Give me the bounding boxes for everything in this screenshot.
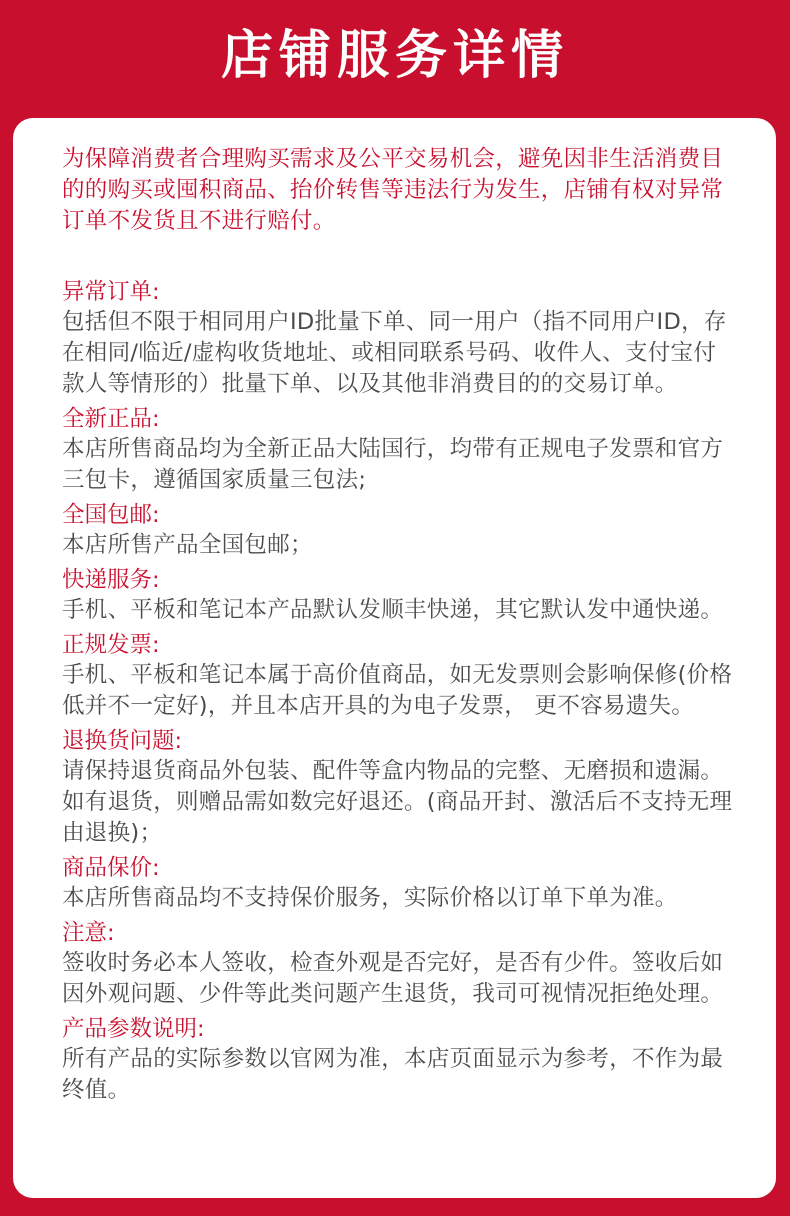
page-title: 店铺服务详情 — [220, 26, 569, 86]
section-title: 产品参数说明: — [62, 1016, 205, 1042]
section-title: 商品保价: — [62, 855, 160, 881]
section-title: 退换货问题: — [62, 728, 183, 754]
section-body: 手机、平板和笔记本属于高价值商品，如无发票则会影响保修(价格低并不一定好)，并且本店开具的为电子发票， 更不容易遗失。 — [62, 662, 733, 719]
section-body: 所有产品的实际参数以官网为准，本店页面显示为参考，不作为最终值。 — [62, 1046, 724, 1103]
section-invoice — [62, 630, 736, 722]
section-body: 本店所售产品全国包邮； — [62, 532, 313, 558]
section-body: 本店所售商品均为全新正品大陆国行，均带有正规电子发票和官方三包卡，遵循国家质量三包法; — [62, 436, 724, 493]
section-abnormal-orders — [62, 277, 736, 400]
section-returns — [62, 726, 736, 849]
section-product-specs — [62, 1014, 736, 1106]
section-title: 全新正品: — [62, 406, 160, 432]
section-body: 手机、平板和笔记本产品默认发顺丰快递，其它默认发中通快递。 — [62, 597, 724, 623]
section-body: 本店所售商品均不支持保价服务，实际价格以订单下单为准。 — [62, 885, 678, 911]
section-body: 包括但不限于相同用户ID批量下单、同一用户（指不同用户ID，存在相同/临近/虚构收货地址、或相同联系号码、收件人、支付宝付款人等情形的）批量下单、以及其他非消费目的的交易订单。 — [62, 309, 727, 397]
section-title: 注意: — [62, 920, 115, 946]
section-body: 签收时务必本人签收，检查外观是否完好，是否有少件。签收后如因外观问题、少件等此类问题产生退货，我司可视情况拒绝处理。 — [62, 950, 724, 1007]
section-title: 全国包邮: — [62, 502, 160, 528]
section-title: 正规发票: — [62, 632, 160, 658]
section-notice — [62, 918, 736, 1010]
intro-notice: 为保障消费者合理购买需求及公平交易机会，避免因非生活消费目的的购买或囤积商品、抬价转售等违法行为发生，店铺有权对异常订单不发货且不进行赔付。 — [62, 146, 724, 234]
section-courier-service — [62, 565, 736, 626]
section-genuine-products — [62, 404, 736, 496]
section-price-protection — [62, 853, 736, 914]
section-free-shipping — [62, 500, 736, 561]
section-body: 请保持退货商品外包装、配件等盒内物品的完整、无磨损和遗漏。如有退货，则赠品需如数完好退还。(商品开封、激活后不支持无理由退换)； — [62, 758, 733, 846]
header-banner — [0, 0, 790, 118]
service-details-card — [13, 118, 776, 1198]
section-title: 快递服务: — [62, 567, 160, 593]
section-title: 异常订单: — [62, 279, 160, 305]
